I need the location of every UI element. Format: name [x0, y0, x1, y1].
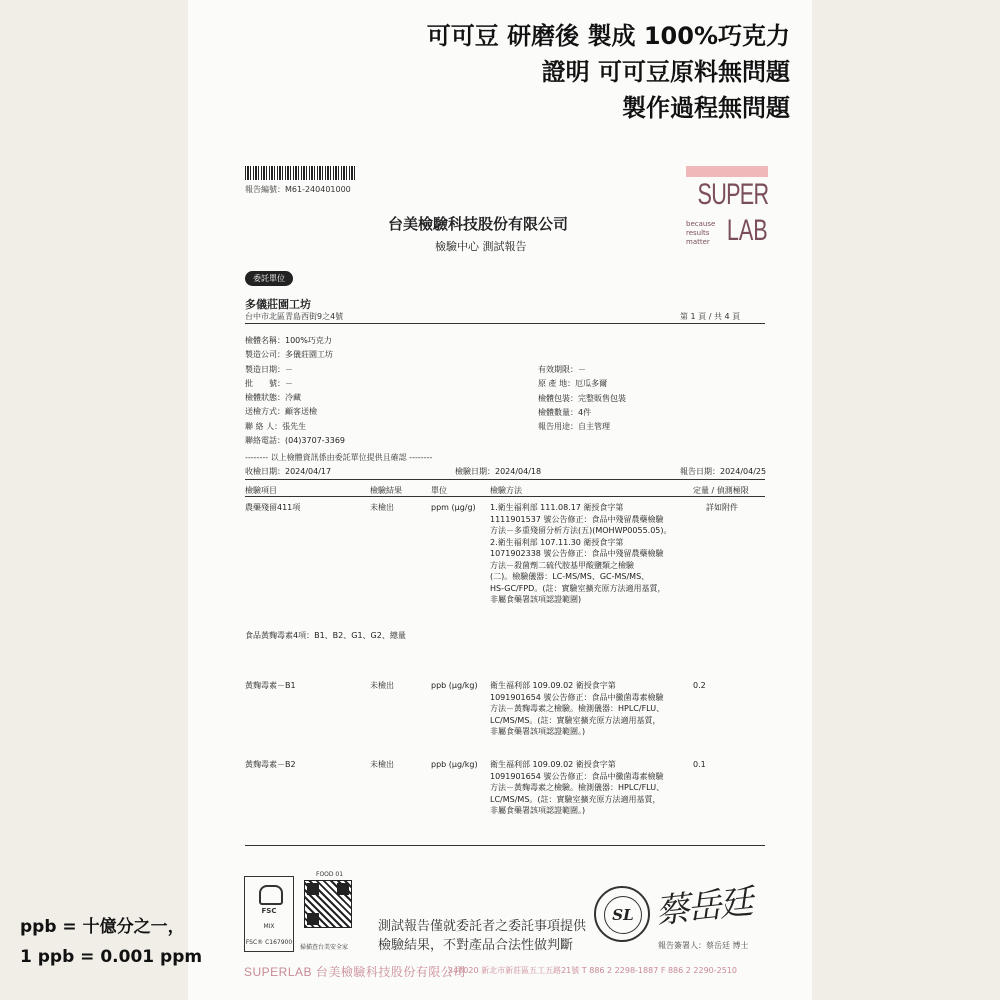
headline-line-2: 證明 可可豆原料無問題	[541, 58, 790, 86]
info-line: 聯絡電話：(04)3707-3369	[245, 436, 346, 446]
row-unit: ppm (μg/g)	[431, 503, 476, 512]
divider	[245, 496, 765, 497]
headline	[427, 18, 790, 126]
row-result: 未檢出	[370, 681, 394, 690]
info-line: 製造公司：多儀莊園工坊	[245, 350, 333, 360]
logo-tag-2: results	[686, 229, 710, 237]
logo-super: SUPER	[697, 178, 768, 211]
report-subtitle: 檢驗中心 測試報告	[435, 240, 527, 253]
company-name: 台美檢驗科技股份有限公司	[388, 215, 569, 233]
method-line: 1.衛生福利部 111.08.17 衛授食字第	[490, 503, 624, 512]
method-line: LC/MS/MS。(註：實驗室擴充原方法適用基質，	[490, 794, 661, 804]
logo-tagline	[686, 220, 715, 247]
divider	[245, 845, 765, 846]
divider	[245, 323, 765, 324]
report-date: 報告日期：2024/04/25	[680, 467, 767, 476]
signature: 蔡岳廷	[653, 882, 754, 932]
row-item: 黃麴毒素－B1	[245, 681, 296, 690]
method-line: 衛生福利部 109.09.02 衛授食字第	[490, 681, 616, 690]
info-line: 報告用途：自主管理	[538, 422, 610, 432]
col-header-result: 檢驗結果	[370, 486, 402, 495]
row-unit: ppb (μg/kg)	[431, 760, 478, 769]
info-line: 原 產 地：厄瓜多爾	[538, 379, 608, 389]
unit-footnote	[20, 912, 202, 972]
method-line: 非屬食藥署該項認證範圍。)	[490, 806, 586, 815]
row-item: 黃麴毒素－B2	[245, 760, 296, 769]
tree-icon	[259, 885, 283, 905]
method-line: 方法－黃麴毒素之檢驗。檢測儀器：HPLC/FLU、	[490, 704, 665, 713]
method-line: HS-GC/FPD。(註：實驗室擴充原方法適用基質，	[490, 583, 666, 593]
qr-caption: 掃描查台美安全家	[300, 944, 349, 951]
received-date: 收檢日期：2024/04/17	[245, 467, 332, 476]
row-limit: 詳如附件	[706, 503, 738, 512]
info-line: 送檢方式：顧客送檢	[245, 407, 317, 417]
info-line: 製造日期：－	[245, 364, 293, 374]
method-line: 方法－黃麴毒素之檢驗。檢測儀器：HPLC/FLU、	[490, 783, 665, 792]
row-item: 農藥殘留411項	[245, 503, 301, 512]
col-header-limit: 定量 / 偵測極限	[693, 486, 749, 495]
logo-bar	[686, 166, 768, 177]
signer: 報告簽署人：蔡岳廷 博士	[658, 941, 749, 950]
superlab-logo	[686, 166, 768, 258]
method-line: 1071902338 號公告修正：食品中殘留農藥檢驗	[490, 549, 664, 558]
col-header-item: 檢驗項目	[245, 486, 277, 495]
method-line: 2.衛生福利部 107.11.30 衛授食字第	[490, 537, 624, 547]
report-sheet	[188, 0, 812, 1000]
row-method	[490, 759, 664, 817]
row-limit: 0.1	[693, 760, 706, 769]
info-line: 批 號：－	[245, 378, 293, 388]
seal-initials: SL	[604, 896, 642, 934]
qr-code-icon[interactable]	[304, 880, 352, 928]
col-header-method: 檢驗方法	[490, 486, 522, 495]
method-line: 1111901537 號公告修正：食品中殘留農藥檢驗	[490, 514, 664, 524]
info-line: 有效期限：－	[538, 365, 586, 374]
info-line: 檢體包裝：完整販售包裝	[538, 393, 626, 403]
method-line: LC/MS/MS。(註：實驗室擴充原方法適用基質，	[490, 715, 661, 725]
fsc-code: FSC® C167900	[245, 939, 293, 946]
method-line: 非屬食藥署該項認證範圍)	[490, 595, 582, 604]
logo-tag-3: matter	[686, 238, 710, 246]
client-label-badge: 委託單位	[245, 271, 293, 286]
method-line: 方法－殺菌劑二硫代胺基甲酸鹽類之檢驗	[490, 560, 634, 570]
group-label: 食品黃麴毒素4項：B1、B2、G1、G2、總量	[245, 631, 406, 640]
footnote-line-1: ppb = 十億分之一，	[20, 917, 185, 937]
divider	[245, 479, 765, 480]
method-line: (二)。檢驗儀器：LC-MS/MS、GC-MS/MS、	[490, 572, 650, 581]
provided-note: -------- 以上檢體資訊係由委託單位提供且確認 --------	[245, 453, 433, 462]
client-name: 多儀莊園工坊	[245, 298, 311, 311]
row-result: 未檢出	[370, 503, 394, 512]
qr-label: FOOD 01	[316, 871, 344, 878]
client-address: 台中市北區青島西街9之4號	[245, 312, 344, 321]
fsc-logo	[244, 876, 294, 952]
disclaimer	[378, 917, 586, 955]
headline-line-3: 製作過程無問題	[622, 94, 790, 122]
col-header-unit: 單位	[431, 486, 447, 495]
fsc-text: FSC	[261, 907, 277, 915]
disclaimer-line: 測試報告僅就委託者之委託事項提供	[378, 919, 587, 934]
method-line: 非屬食藥署該項認證範圍。)	[490, 727, 586, 736]
report-number: 報告編號：M61-240401000	[245, 185, 351, 194]
row-method	[490, 502, 672, 606]
row-result: 未檢出	[370, 760, 394, 769]
info-line: 檢體數量：4件	[538, 407, 592, 417]
footnote-line-2: 1 ppb = 0.001 ppm	[20, 947, 203, 967]
method-line: 方法－多重殘留分析方法(五)(MOHWP0055.05)。	[490, 526, 672, 535]
sample-info-right	[538, 363, 626, 434]
page-number: 第 1 頁 / 共 4 頁	[680, 312, 741, 321]
disclaimer-line: 檢驗結果，不對產品合法性做判斷	[378, 938, 574, 953]
barcode	[245, 166, 357, 180]
info-line: 聯 絡 人：張先生	[245, 421, 307, 431]
sample-info-left	[245, 334, 345, 448]
logo-lab: LAB	[727, 214, 768, 247]
lab-seal-icon	[594, 886, 650, 942]
fsc-mix: MIX	[263, 923, 275, 930]
method-line: 1091901654 號公告修正：食品中黴菌毒素檢驗	[490, 771, 664, 781]
info-line: 檢體名稱：100%巧克力	[245, 336, 332, 345]
footer-address: 248020 新北市新莊區五工五路21號 T 886 2 2298-1887 F 886 2 2290-2510	[448, 966, 738, 975]
footer-brand: SUPERLAB 台美檢驗科技股份有限公司	[244, 965, 466, 979]
test-date: 檢驗日期：2024/04/18	[455, 467, 542, 476]
logo-tag-1: because	[686, 220, 716, 228]
row-limit: 0.2	[693, 681, 706, 690]
headline-line-1: 可可豆 研磨後 製成 100%巧克力	[426, 22, 790, 50]
method-line: 衛生福利部 109.09.02 衛授食字第	[490, 760, 616, 769]
row-unit: ppb (μg/kg)	[431, 681, 478, 690]
info-line: 檢體狀態：冷藏	[245, 393, 301, 403]
method-line: 1091901654 號公告修正：食品中黴菌毒素檢驗	[490, 692, 664, 702]
row-method	[490, 680, 664, 738]
